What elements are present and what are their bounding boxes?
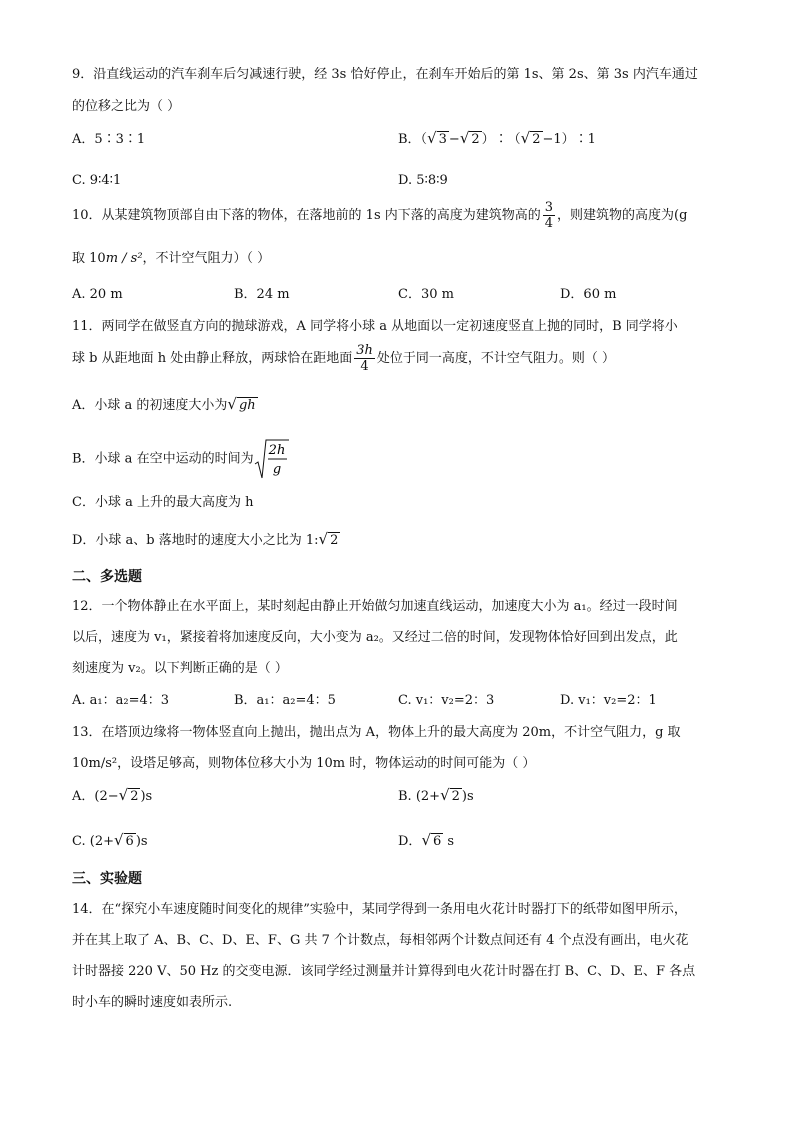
q13-option-b: B. (2+√ 2 )s xyxy=(398,786,474,804)
q12-option-a: A. a₁：a₂=4：3 xyxy=(72,693,170,708)
q12-line1: 12．一个物体静止在水平面上，某时刻起由静止开始做匀加速直线运动，加速度大小为 a₁。经过一段时间 xyxy=(72,599,678,614)
q10-option-d: D．60 m xyxy=(560,287,617,302)
q13-option-d: D．√ 6 s xyxy=(398,831,455,849)
q13-line1: 13．在塔顶边缘将一物体竖直向上抛出，抛出点为 A，物体上升的最大高度为 20m，不计空气阻力，g 取 xyxy=(72,725,681,740)
q11-line2: 球 b 从距地面 h 处由静止释放，两球恰在距地面 $\frac{3h}{4}$ 处位于同一高度，不计空气阻力。则（ ） xyxy=(72,343,616,374)
q12-option-b: B．a₁：a₂=4：5 xyxy=(234,693,336,708)
section-heading-multiple-choice: 二、多选题 xyxy=(72,569,142,585)
q9-option-d: D. 5∶8∶9 xyxy=(398,173,448,188)
q13-option-a: A．(2−√ 2 )s xyxy=(72,786,153,804)
q11-option-b: B．小球 a 在空中运动的时间为 2h g xyxy=(72,438,290,480)
q9-line1: 9．沿直线运动的汽车刹车后匀减速行驶，经 3s 恰好停止，在刹车开始后的第 1s、第 2s、第 3s 内汽车通过 xyxy=(72,67,698,82)
q10-line1: 10．从某建筑物顶部自由下落的物体，在落地前的 1s 内下落的高度为建筑物高的 $\frac{3}{4}$ ，则建筑物的高度为(g xyxy=(72,200,688,231)
q14-line4: 时小车的瞬时速度如表所示. xyxy=(72,995,233,1010)
q12-option-d: D. v₁：v₂=2：1 xyxy=(560,693,657,708)
q13-option-c: C. (2+√ 6 )s xyxy=(72,831,148,849)
q14-line3: 计时器接 220 V、50 Hz 的交变电源．该同学经过测量并计算得到电火花计时器在打 B、C、D、E、F 各点 xyxy=(72,964,696,979)
q14-line1: 14．在“探究小车速度随时间变化的规律”实验中，某同学得到一条用电火花计时器打下的纸带如图甲所示， xyxy=(72,902,687,917)
q10-option-a: A. 20 m xyxy=(72,287,123,302)
svg-text:g: g xyxy=(272,462,281,477)
q9-option-c: C. 9∶4∶1 xyxy=(72,173,122,188)
q11-option-c: C．小球 a 上升的最大高度为 h xyxy=(72,495,254,510)
sqrt-fraction-sign xyxy=(254,438,290,480)
q12-line2: 以后，速度为 v₁，紧接着将加速度反向，大小变为 a₂。又经过二倍的时间，发现物体恰好回到出发点，此 xyxy=(72,630,678,645)
q14-line2: 并在其上取了 A、B、C、D、E、F、G 共 7 个计数点，每相邻两个计数点间还有 4 个点没有画出，电火花 xyxy=(72,933,689,948)
q12-line3: 刻速度为 v₂。以下判断正确的是（ ） xyxy=(72,661,288,676)
q9-option-b: B．（√ 3 −√ 2 ）∶（√ 2 −1）∶1 xyxy=(398,129,596,147)
q10-option-c: C．30 m xyxy=(398,287,454,302)
q12-option-c: C. v₁：v₂=2：3 xyxy=(398,693,495,708)
q11-option-a: A．小球 a 的初速度大小为√ gh xyxy=(72,395,256,413)
svg-text:2h: 2h xyxy=(268,443,285,458)
q11-line1: 11．两同学在做竖直方向的抛球游戏，A 同学将小球 a 从地面以一定初速度竖直上抛的同时，B 同学将小 xyxy=(72,319,678,334)
q9-option-a: A．5∶3∶1 xyxy=(72,132,146,147)
q11-option-d: D．小球 a、b 落地时的速度大小之比为 1:√ 2 xyxy=(72,530,339,548)
section-heading-experiment: 三、实验题 xyxy=(72,871,142,887)
q13-line2: 10m/s²，设塔足够高，则物体位移大小为 10m 时，物体运动的时间可能为（ ） xyxy=(72,756,536,771)
q10-option-b: B．24 m xyxy=(234,287,290,302)
q9-line2: 的位移之比为（ ） xyxy=(72,99,181,114)
q10-line2: 取 10m / s²，不计空气阻力）（ ） xyxy=(72,251,271,266)
